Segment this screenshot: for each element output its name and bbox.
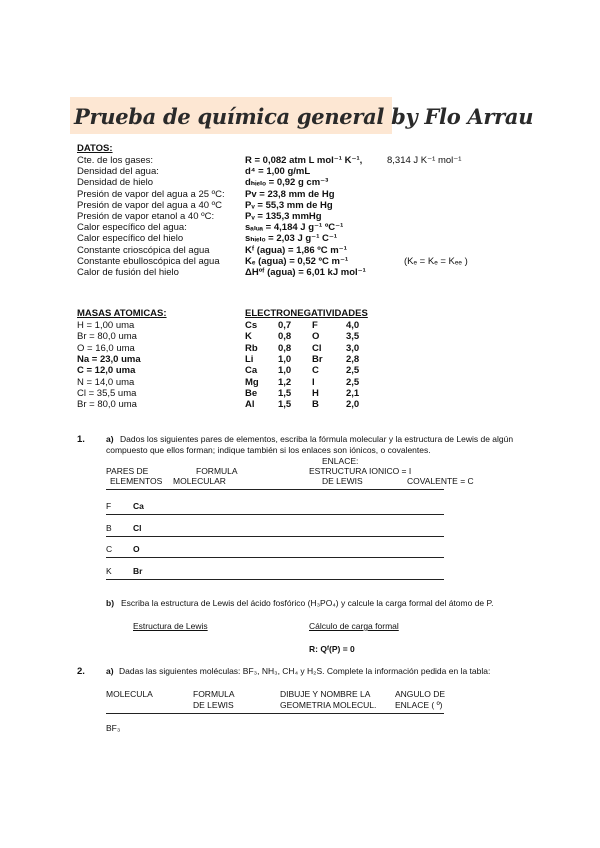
electro-element: Al [245,399,255,411]
datos-value: sₕᵢₑₗₒ = 2,03 J g⁻¹ C⁻¹ [245,233,338,245]
masa-atomica-item: O = 16,0 uma [77,342,135,354]
pair-element-1: F [106,501,112,511]
q1-header-rule [106,489,444,490]
masa-atomica-item: Cl = 35,5 uma [77,387,137,399]
datos-value: R = 0,082 atm L mol⁻¹ K⁻¹, [245,155,363,166]
q1b-answer: R: Qᶠ(P) = 0 [309,644,355,654]
q2-head-formula1: FORMULA [193,689,235,699]
electro-value: 4,0 [346,320,360,331]
q1a-text-line2: compuesto que ellos forman; indique también si los enlaces son iónicos, o covalentes. [106,445,431,455]
datos-heading: DATOS: [77,143,113,154]
electro-element: Be [245,387,258,399]
q2-number: 2. [77,666,85,677]
q1-head-pares: PARES DE [106,466,149,476]
q2a-label: a) [106,666,114,676]
pair-element-1: K [106,565,112,576]
masa-atomica-item: C = 12,0 uma [77,365,136,377]
electro-value: 2,0 [346,399,360,411]
pair-row-rule [106,536,444,537]
datos-label: Presión de vapor etanol a 40 ºC: [77,211,215,222]
q2a-text: Dadas las siguientes moléculas: BF₃, NH₃, CH₄ y H₂S. Complete la información pedida en la tabla: [119,666,491,676]
pair-element-2: Ca [133,501,144,511]
q1-head-estructura: ESTRUCTURA IONICO = I [309,466,412,476]
datos-value: sₐₗᵤₐ = 4,184 J g⁻¹ ºC⁻¹ [245,222,344,234]
electro-element: B [312,399,319,411]
datos-label: Constante ebulloscópica del agua [77,255,220,267]
electro-value: 1,0 [278,365,292,377]
electro-element: Cs [245,320,258,331]
electro-element: Li [245,353,254,365]
pair-row-rule [106,579,444,580]
q1-head-enlace: ENLACE: [322,456,359,466]
q1-number: 1. [77,434,85,445]
pair-element-1: B [106,522,112,533]
q2-header-rule [106,713,444,714]
electro-value: 0,8 [278,342,292,354]
datos-extra: 8,314 J K⁻¹ mol⁻¹ [387,155,462,166]
electro-value: 3,0 [346,342,360,354]
q1-head-elementos: ELEMENTOS [110,476,163,486]
datos-value: Kᶠ (agua) = 1,86 ºC m⁻¹ [245,244,347,256]
datos-value: Kₑ (agua) = 0,52 ºC m⁻¹ [245,255,349,267]
electro-value: 3,5 [346,331,360,343]
electro-element: Rb [245,342,258,354]
q1-head-formula: FORMULA [196,466,238,476]
masa-atomica-item: N = 14,0 uma [77,376,135,388]
electro-heading: ELECTRONEGATIVIDADES [245,308,368,319]
datos-label: Calor de fusión del hielo [77,267,179,278]
datos-value: Pᵥ = 55,3 mm de Hg [245,199,333,211]
q2-head-dibuje1: DIBUJE Y NOMBRE LA [280,689,371,699]
datos-label: Densidad del agua: [77,166,159,178]
electro-element: Cl [312,342,322,354]
q1a-text-line1: Dados los siguientes pares de elementos, escriba la fórmula molecular y la estructura de Lewis de algún [120,434,514,444]
electro-element: Mg [245,376,259,388]
q1b-label: b) [106,598,115,608]
electro-element: K [245,331,252,343]
q1b-col-carga: Cálculo de carga formal [309,621,399,631]
pair-element-2: Br [133,565,143,576]
q1-head-lewis: DE LEWIS [322,476,363,486]
datos-label: Calor específico del hielo [77,233,184,245]
electro-value: 1,0 [278,353,292,365]
q2-head-formula2: DE LEWIS [193,700,234,710]
masa-atomica-item: H = 1,00 uma [77,320,135,331]
pair-element-2: O [133,544,140,554]
q1-head-molecular: MOLECULAR [173,476,226,486]
datos-label: Densidad de hielo [77,177,154,189]
q2-head-angulo1: ANGULO DE [395,689,446,699]
q1a-label: a) [106,434,114,444]
datos-label: Presión de vapor del agua a 40 ºC [77,199,223,211]
electro-element: C [312,365,319,377]
masas-heading: MASAS ATOMICAS: [77,308,167,319]
q1b-col-lewis: Estructura de Lewis [133,621,208,631]
electro-value: 1,5 [278,399,292,411]
q1b-text: Escriba la estructura de Lewis del ácido fosfórico (H₃PO₄) y calcule la carga formal del átomo de P. [121,598,494,608]
electro-element: F [312,320,318,331]
electro-value: 1,5 [278,387,292,399]
electro-element: H [312,387,319,399]
datos-value: Pᵥ = 135,3 mmHg [245,211,322,222]
electro-value: 0,7 [278,320,292,331]
electro-value: 2,1 [346,387,360,399]
q2-head-angulo2: ENLACE ( º) [395,700,443,710]
electro-element: I [312,376,315,388]
document-title: Prueba de química general by Flo Arrau [74,104,534,129]
pair-row-rule [106,514,444,515]
electro-value: 2,5 [346,365,360,377]
masa-atomica-item: Br = 80,0 uma [77,399,137,411]
datos-value: Pv = 23,8 mm de Hg [245,188,335,200]
masa-atomica-item: Br = 80,0 uma [77,331,137,343]
datos-value: d⁴ = 1,00 g/mL [245,166,311,178]
datos-label: Cte. de los gases: [77,155,154,166]
datos-label: Presión de vapor del agua a 25 ºC: [77,188,225,200]
masa-atomica-item: Na = 23,0 uma [77,353,141,365]
electro-value: 2,8 [346,353,360,365]
datos-value: dₕᵢₑₗₒ = 0,92 g cm⁻³ [245,177,329,189]
pair-element-1: C [106,544,113,554]
electro-value: 2,5 [346,376,360,388]
electro-element: Br [312,353,323,365]
electro-value: 0,8 [278,331,292,343]
electro-element: O [312,331,320,343]
electro-value: 1,2 [278,376,292,388]
electro-element: Ca [245,365,258,377]
datos-label: Calor específico del agua: [77,222,187,234]
q1-head-covalente: COVALENTE = C [407,476,474,486]
datos-label: Constante crioscópica del agua [77,244,210,256]
pair-element-2: Cl [133,522,142,533]
pair-row-rule [106,557,444,558]
datos-value: ΔHºᶠ (agua) = 6,01 kJ mol⁻¹ [245,267,366,278]
datos-extra: (Kₑ = Kₑ = Kₑₑ ) [404,255,468,267]
q2-head-dibuje2: GEOMETRIA MOLECUL. [280,700,377,710]
q2-row-molecule: BF₃ [106,723,121,733]
q2-head-molecula: MOLECULA [106,689,153,699]
